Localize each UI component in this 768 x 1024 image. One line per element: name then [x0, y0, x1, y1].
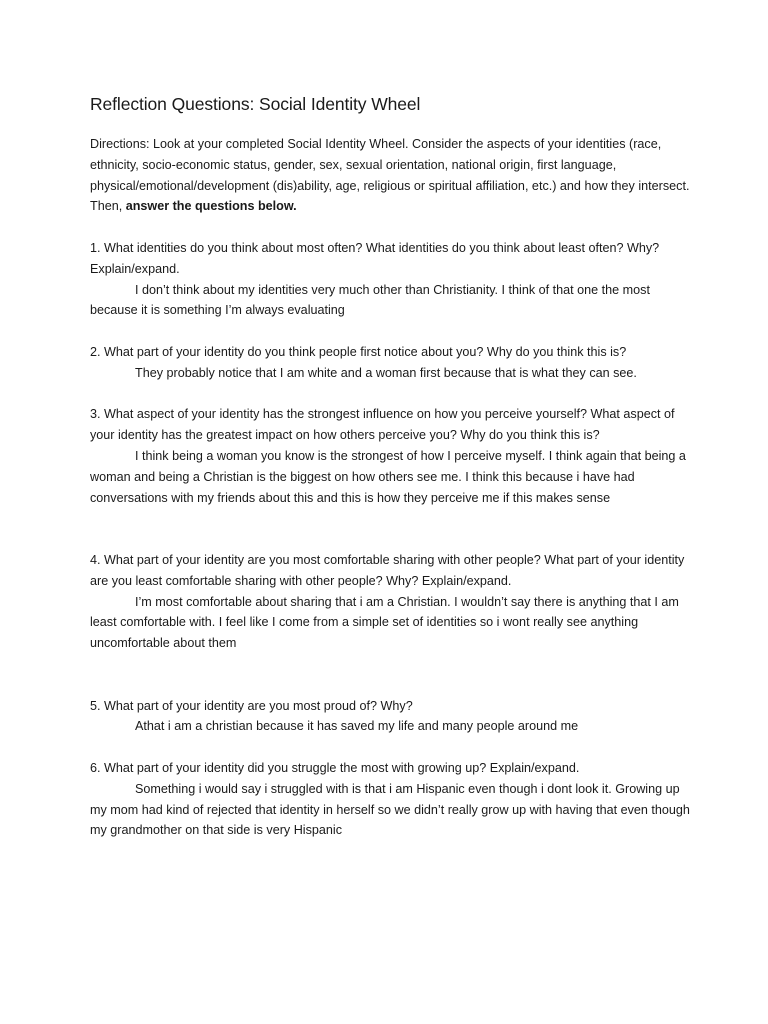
spacer [90, 321, 690, 342]
spacer [90, 654, 690, 696]
spacer [90, 737, 690, 758]
question-block-2 [90, 342, 690, 384]
directions-text: Directions: Look at your completed Social Identity Wheel. Consider the aspects of your identities (race, ethnicity, socio-economic status, gender, sex, sexual orientation, national origin, first language, physical/emotional/development (dis)ability, age, religious or spiritual affiliation, etc.) and how they intersect. Then, [90, 137, 690, 214]
question-text: 4. What part of your identity are you most comfortable sharing with other people? What part of your identity are you least comfortable sharing with other people? Why? Explain/expand. [90, 552, 685, 588]
answer-text: Athat i am a christian because it has saved my life and many people around me [135, 719, 579, 734]
spacer [90, 508, 690, 550]
spacer [90, 384, 690, 405]
question-block-5 [90, 696, 690, 738]
question-text: 5. What part of your identity are you most proud of? Why? [90, 698, 413, 713]
question-block-3 [90, 404, 690, 508]
answer-text: Something i would say i struggled with is that i am Hispanic even though i dont look it. Growing up my mom had kind of rejected that identity in herself so we didn’t really grow up with having that even though my grandmother on that side is very Hispanic [90, 781, 690, 838]
page-title: Reflection Questions: Social Identity Wheel [90, 94, 421, 114]
question-text: 2. What part of your identity do you think people first notice about you? Why do you think this is? [90, 344, 627, 359]
question-text: 1. What identities do you think about most often? What identities do you think about least often? Why? Explain/expand. [90, 240, 660, 276]
directions-paragraph [90, 134, 690, 217]
answer-text: I think being a woman you know is the strongest of how I perceive myself. I think again that being a woman and being a Christian is the biggest on how others see me. I think this because i have had conversations with my friends about this and this is how they perceive me if this makes sense [90, 448, 686, 505]
question-block-4 [90, 550, 690, 654]
question-text: 6. What part of your identity did you struggle the most with growing up? Explain/expand. [90, 760, 580, 775]
directions-bold-text: answer the questions below. [125, 199, 297, 214]
answer-text: I’m most comfortable about sharing that i am a Christian. I wouldn’t say there is anything that I am least comfortable with. I feel like I come from a simple set of identities so i wont really see anything uncomfortable about them [90, 594, 679, 651]
question-block-6 [90, 758, 690, 841]
answer-text: They probably notice that I am white and a woman first because that is what they can see. [135, 365, 637, 380]
answer-text: I don’t think about my identities very much other than Christianity. I think of that one the most because it is something I’m always evaluating [90, 282, 650, 318]
question-block-1 [90, 238, 690, 321]
question-text: 3. What aspect of your identity has the strongest influence on how you perceive yourself? What aspect of your identity has the greatest impact on how others perceive you? Why do you think this is? [90, 407, 675, 443]
document-body [90, 92, 690, 841]
